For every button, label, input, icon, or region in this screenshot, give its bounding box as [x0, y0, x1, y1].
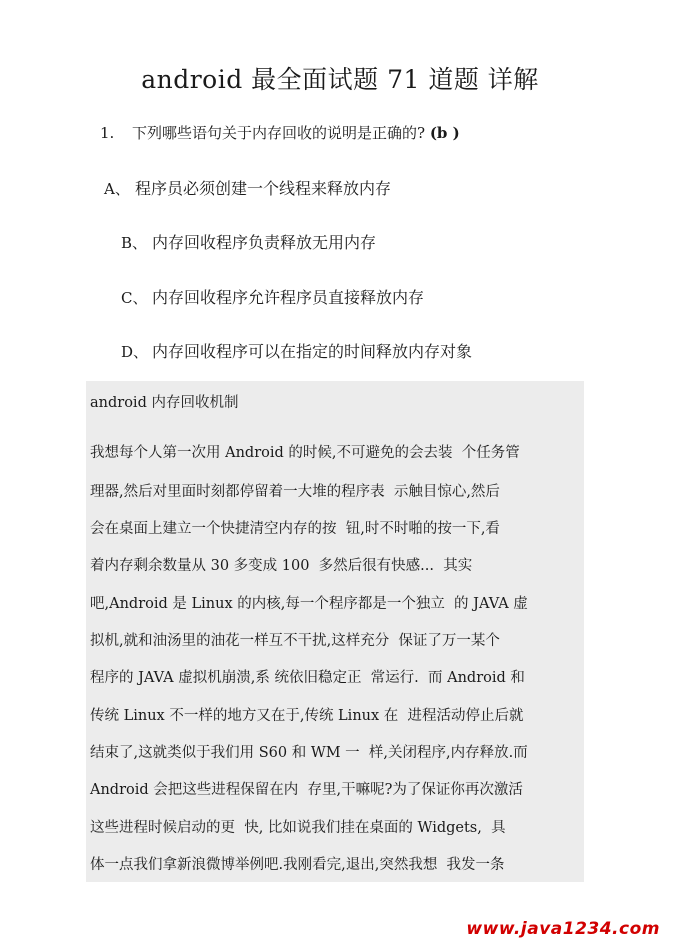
option-b — [121, 230, 376, 253]
option-letter: B、 — [121, 234, 148, 252]
paragraph-line: 拟机,就和油汤里的油花一样互不干扰,这样充分 保证了万一某个 — [90, 633, 500, 649]
site-watermark: www.java1234.com — [466, 919, 660, 939]
option-text: 内存回收程序负责释放无用内存 — [152, 233, 377, 252]
paragraph-line: Android 会把这些进程保留在内 存里,干嘛呢?为了保证你再次激活 — [90, 782, 523, 798]
question-text: 下列哪些语句关于内存回收的说明是正确的? — [132, 124, 430, 142]
paragraph-line: 这些进程时候启动的更 快, 比如说我们挂在桌面的 Widgets, 具 — [90, 820, 506, 836]
option-a — [104, 176, 391, 199]
paragraph-line: 吧,Android 是 Linux 的内核,每一个程序都是一个独立 的 JAVA 虚 — [90, 596, 528, 612]
option-c — [121, 285, 424, 308]
document-title: android 最全面试题 71 道题 详解 — [141, 65, 539, 94]
paragraph-line: 结束了,这就类似于我们用 S60 和 WM 一 样,关闭程序,内存释放.而 — [90, 745, 528, 761]
option-text: 内存回收程序允许程序员直接释放内存 — [152, 288, 425, 307]
paragraph-line: 着内存剩余数量从 30 多变成 100 多然后很有快感... 其实 — [90, 558, 473, 574]
question-1 — [100, 122, 460, 143]
paragraph-line: 程序的 JAVA 虚拟机崩溃,系 统依旧稳定正 常运行. 而 Android 和 — [90, 670, 525, 686]
paragraph-line: 我想每个人第一次用 Android 的时候,不可避免的会去装 个任务管 — [90, 445, 520, 461]
explanation-panel — [86, 381, 584, 882]
panel-heading: android 内存回收机制 — [90, 395, 239, 411]
option-letter: A、 — [104, 180, 130, 198]
paragraph-line: 会在桌面上建立一个快捷清空内存的按 钮,时不时啪的按一下,看 — [90, 521, 500, 537]
option-letter: C、 — [121, 289, 148, 307]
question-number: 1. — [100, 124, 115, 142]
paragraph-line: 传统 Linux 不一样的地方又在于,传统 Linux 在 进程活动停止后就 — [90, 708, 524, 724]
option-letter: D、 — [121, 343, 149, 361]
paragraph-line: 理器,然后对里面时刻都停留着一大堆的程序表 示触目惊心,然后 — [90, 484, 500, 500]
option-text: 内存回收程序可以在指定的时间释放内存对象 — [152, 342, 473, 361]
paragraph-line: 体一点我们拿新浪微博举例吧.我刚看完,退出,突然我想 我发一条 — [90, 857, 505, 873]
option-d — [121, 339, 472, 362]
option-text: 程序员必须创建一个线程来释放内存 — [135, 179, 392, 198]
question-answer: (b ) — [429, 124, 460, 142]
